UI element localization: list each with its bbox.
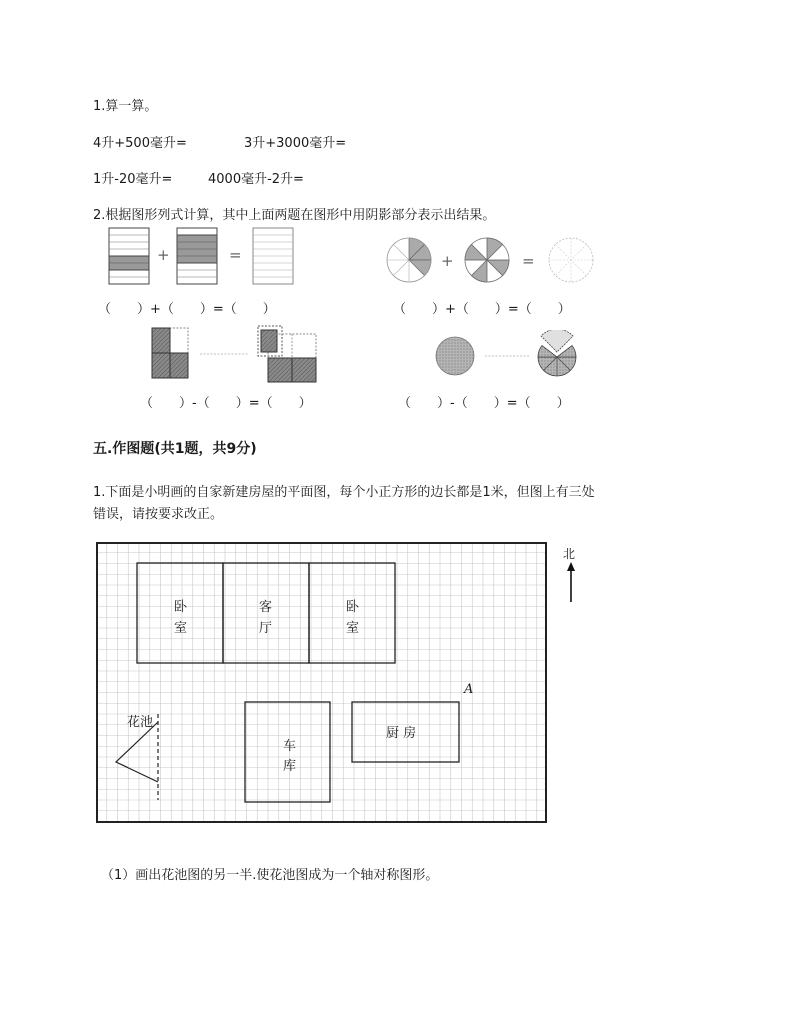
section-heading: 五.作图题(共1题，共9分) bbox=[93, 441, 257, 457]
q5-intro-line2: 错误，请按要求改正。 bbox=[93, 507, 224, 522]
whole-circle bbox=[436, 337, 474, 375]
circle-addition-expression: （ ）+（ ）=（ ） bbox=[393, 302, 571, 317]
circle-subtraction-expression: （ ）-（ ）=（ ） bbox=[398, 396, 570, 411]
circle-with-removed-slice bbox=[538, 330, 576, 376]
garage-label-bottom: 库 bbox=[283, 759, 297, 774]
rect-strips-3 bbox=[253, 228, 293, 284]
q1-expression-2: 3升+3000毫升= bbox=[244, 136, 347, 151]
bedroom-2-label-top: 卧 bbox=[346, 600, 360, 615]
bedroom-2-label-bottom: 室 bbox=[346, 621, 360, 636]
q5-sub-question-1: （1）画出花池图的另一半.使花池图成为一个轴对称图形。 bbox=[101, 868, 439, 883]
north-arrow-icon bbox=[565, 562, 577, 604]
living-room-label-top: 客 bbox=[259, 600, 273, 615]
rect-addition-figure bbox=[100, 224, 310, 292]
living-room-label-bottom: 厅 bbox=[259, 621, 273, 636]
kitchen-label: 厨 房 bbox=[386, 726, 417, 741]
q5-intro-line1: 1.下面是小明画的自家新建房屋的平面图，每个小正方形的边长都是1米，但图上有三处 bbox=[93, 485, 595, 500]
q2-title: 2.根据图形列式计算，其中上面两题在图形中用阴影部分表示出结果。 bbox=[93, 208, 496, 223]
flower-bed-label: 花池 bbox=[127, 715, 154, 730]
circle-subtraction-figure bbox=[433, 330, 583, 382]
circle-eighths-1 bbox=[387, 238, 431, 282]
rect-addition-expression: （ ）+（ ）=（ ） bbox=[98, 302, 276, 317]
bedroom-1-label-top: 卧 bbox=[174, 600, 188, 615]
garage-label-top: 车 bbox=[283, 739, 297, 754]
rect-strips-1 bbox=[109, 228, 149, 284]
circle-equals-sign: = bbox=[522, 252, 535, 270]
circle-addition-figure bbox=[385, 236, 595, 284]
rect-equals-sign: = bbox=[229, 246, 242, 264]
flower-bed-half-shape bbox=[116, 722, 158, 782]
north-label: 北 bbox=[563, 547, 576, 561]
q1-expression-1: 4升+500毫升= bbox=[93, 136, 187, 151]
rect-plus-sign: + bbox=[157, 246, 170, 264]
circle-eighths-2 bbox=[465, 238, 509, 282]
square-subtraction-figure bbox=[148, 324, 323, 384]
squares-removed-group bbox=[258, 326, 316, 382]
floor-plan-grid bbox=[96, 542, 548, 824]
grid-lines bbox=[97, 543, 546, 822]
square-subtraction-expression: （ ）-（ ）=（ ） bbox=[140, 396, 312, 411]
rect-strips-2 bbox=[177, 228, 217, 284]
q1-title: 1.算一算。 bbox=[93, 99, 158, 114]
circle-plus-sign: + bbox=[441, 252, 454, 270]
circle-eighths-3 bbox=[549, 238, 593, 282]
squares-shaded-group bbox=[152, 328, 188, 378]
bedroom-1-label-bottom: 室 bbox=[174, 621, 188, 636]
point-a-label: A bbox=[464, 682, 474, 697]
q1-expression-4: 4000毫升-2升= bbox=[208, 172, 304, 187]
q1-expression-3: 1升-20毫升= bbox=[93, 172, 173, 187]
